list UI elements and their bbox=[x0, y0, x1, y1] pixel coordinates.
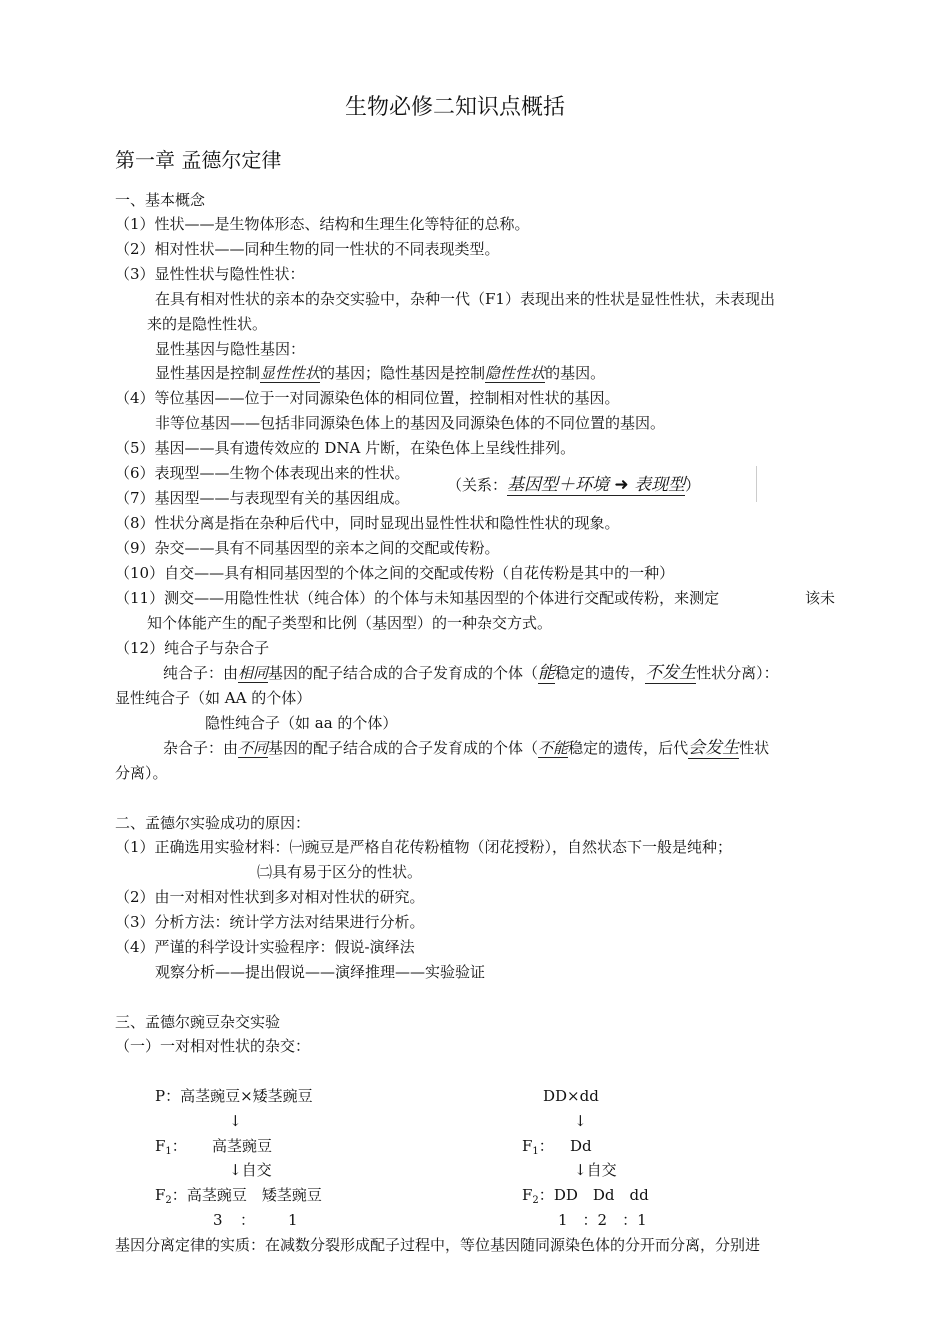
text-line: （12）纯合子与杂合子 bbox=[115, 639, 270, 657]
f2-row bbox=[522, 1184, 649, 1212]
subscript: 2 bbox=[532, 1195, 539, 1206]
text-line: （3）分析方法：统计学方法对结果进行分析。 bbox=[115, 913, 425, 931]
relation-formula: 基因型＋环境 ➜ 表现型 bbox=[507, 475, 686, 495]
text-line: 显性纯合子（如 AA 的个体） bbox=[115, 689, 312, 707]
text-span: 性状 bbox=[739, 739, 770, 757]
subscript: 2 bbox=[165, 1195, 172, 1206]
text-span: ： bbox=[171, 1137, 187, 1155]
self-cross-arrow: ↓自交 bbox=[229, 1161, 272, 1179]
text-line: （11）测交——用隐性性状（纯合体）的个体与未知基因型的个体进行交配或传粉，来测定 bbox=[115, 589, 720, 607]
f2-row bbox=[155, 1184, 322, 1212]
text-line: 来的是隐性性状。 bbox=[147, 315, 268, 333]
text-line: （2）由一对相对性状到多对相对性状的研究。 bbox=[115, 888, 425, 906]
underlined-text: 显性性状 bbox=[260, 364, 321, 382]
text-span: 的基因。 bbox=[545, 364, 606, 382]
cross-genotypes: DD×dd bbox=[543, 1087, 599, 1105]
text-line: （7）基因型——与表现型有关的基因组成。 bbox=[115, 489, 410, 507]
text-line: 显性基因与隐性基因： bbox=[155, 340, 306, 358]
text-span: ） bbox=[685, 476, 701, 494]
text-span: F bbox=[522, 1137, 533, 1155]
text-span: （关系： bbox=[447, 476, 508, 494]
text-line: 基因分离定律的实质：在减数分裂形成配子过程中，等位基因随同源染色体的分开而分离，分别进 bbox=[115, 1236, 761, 1254]
underlined-text: 相同 bbox=[238, 664, 269, 682]
text-line: （5）基因——具有遗传效应的 DNA 片断，在染色体上呈线性排列。 bbox=[115, 439, 576, 457]
text-span: 的基因；隐性基因是控制 bbox=[320, 364, 486, 382]
text-line: 分离）。 bbox=[115, 764, 168, 782]
underlined-text: 能 bbox=[538, 663, 556, 683]
text-line: 隐性纯合子（如 aa 的个体） bbox=[205, 714, 398, 732]
relation-note bbox=[447, 474, 700, 496]
text-span: 稳定的遗传， bbox=[555, 664, 646, 682]
text-line: 在具有相对性状的亲本的杂交实验中，杂种一代（F1）表现出来的性状是显性性状，未表现出 bbox=[155, 290, 775, 308]
text-line bbox=[163, 737, 769, 759]
text-line: 非等位基因——包括非同源染色体上的基因及同源染色体的不同位置的基因。 bbox=[155, 414, 666, 432]
text-line: （10）自交——具有相同基因型的个体之间的交配或传粉（自花传粉是其中的一种） bbox=[115, 564, 675, 582]
chapter-heading: 第一章 孟德尔定律 bbox=[115, 148, 282, 172]
text-span: ： bbox=[538, 1186, 554, 1204]
text-line: （4）等位基因——位于一对同源染色体的相同位置，控制相对性状的基因。 bbox=[115, 389, 620, 407]
text-line: （3）显性性状与隐性性状： bbox=[115, 265, 305, 283]
text-line: 观察分析——提出假说——演绎推理——实验验证 bbox=[155, 963, 486, 981]
ratio-separator: ： bbox=[240, 1211, 256, 1229]
text-line: （6）表现型——生物个体表现出来的性状。 bbox=[115, 464, 410, 482]
text-span: 纯合子：由 bbox=[163, 664, 239, 682]
subsection-heading: （一）一对相对性状的杂交： bbox=[115, 1037, 311, 1055]
f2-phenotypes: 高茎豌豆 矮茎豌豆 bbox=[186, 1186, 322, 1204]
text-line: ㈡具有易于区分的性状。 bbox=[257, 863, 423, 881]
text-line: （8）性状分离是指在杂种后代中，同时显现出显性性状和隐性性状的现象。 bbox=[115, 514, 620, 532]
text-span: 稳定的遗传，后代 bbox=[568, 739, 689, 757]
arrow-down-icon: ↓ bbox=[229, 1112, 242, 1130]
subscript: 1 bbox=[532, 1146, 539, 1157]
self-cross-arrow: ↓自交 bbox=[574, 1161, 617, 1179]
section-heading: 三、孟德尔豌豆杂交实验 bbox=[115, 1013, 281, 1031]
underlined-text: 不发生 bbox=[645, 663, 697, 683]
text-line: （2）相对性状——同种生物的同一性状的不同表现类型。 bbox=[115, 240, 500, 258]
ratio-row: 1 ：2 ：1 bbox=[558, 1211, 647, 1229]
underlined-text: 不同 bbox=[238, 739, 269, 757]
ratio-value: 3 bbox=[213, 1211, 223, 1229]
f2-genotypes: DD Dd dd bbox=[553, 1186, 649, 1204]
section-heading: 二、孟德尔实验成功的原因： bbox=[115, 814, 311, 832]
text-span: ： bbox=[171, 1186, 187, 1204]
text-span: 基因的配子结合成的合子发育成的个体（ bbox=[268, 739, 539, 757]
text-line: （9）杂交——具有不同基因型的亲本之间的交配或传粉。 bbox=[115, 539, 500, 557]
text-line: （1）性状——是生物体形态、结构和生理生化等特征的总称。 bbox=[115, 215, 530, 233]
underlined-text: 不能 bbox=[538, 739, 569, 757]
subscript: 1 bbox=[165, 1146, 172, 1157]
text-line: 知个体能产生的配子类型和比例（基因型）的一种杂交方式。 bbox=[147, 614, 553, 632]
f1-phenotype: 高茎豌豆 bbox=[212, 1137, 273, 1155]
page-title: 生物必修二知识点概括 bbox=[345, 95, 566, 120]
cross-parents: P：高茎豌豆×矮茎豌豆 bbox=[155, 1087, 313, 1105]
arrow-down-icon: ↓ bbox=[574, 1112, 587, 1130]
text-span: 性状分离）： bbox=[696, 664, 779, 682]
f1-label bbox=[155, 1135, 187, 1163]
text-span: ： bbox=[538, 1137, 554, 1155]
text-span: 基因的配子结合成的合子发育成的个体（ bbox=[268, 664, 539, 682]
underlined-text: 隐性性状 bbox=[485, 364, 546, 382]
text-line bbox=[163, 662, 779, 684]
f1-genotype: Dd bbox=[570, 1137, 592, 1155]
text-span: F bbox=[522, 1186, 533, 1204]
text-line: （1）正确选用实验材料：㈠豌豆是严格自花传粉植物（闭花授粉），自然状态下一般是纯种； bbox=[115, 838, 733, 856]
section-heading: 一、基本概念 bbox=[115, 191, 206, 209]
text-span: F bbox=[155, 1186, 166, 1204]
text-line: （4）严谨的科学设计实验程序：假说-演绎法 bbox=[115, 938, 415, 956]
underlined-text: 会发生 bbox=[688, 738, 740, 758]
text-span: 杂合子：由 bbox=[163, 739, 239, 757]
text-span: 显性基因是控制 bbox=[155, 364, 261, 382]
text-span: F bbox=[155, 1137, 166, 1155]
f1-label bbox=[522, 1135, 554, 1163]
ratio-value: 1 bbox=[288, 1211, 298, 1229]
text-line bbox=[155, 362, 605, 384]
text-line-end: 该未 bbox=[805, 589, 836, 607]
